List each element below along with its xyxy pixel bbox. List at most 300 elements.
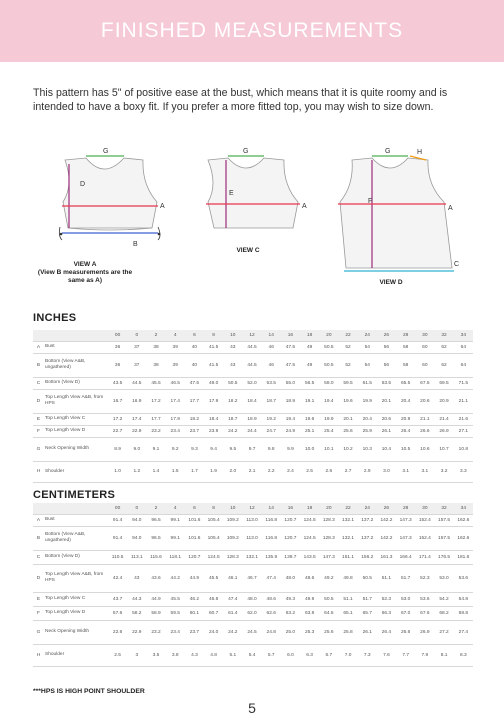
row-label: Neck Opening Width bbox=[44, 620, 108, 644]
table-cell: 4.8 bbox=[204, 644, 223, 666]
view-d-diagram bbox=[338, 156, 454, 271]
table-cell: 71.5 bbox=[454, 377, 473, 389]
table-cell: 62.0 bbox=[242, 606, 261, 620]
table-cell: 20.1 bbox=[338, 413, 357, 425]
size-header: 10 bbox=[223, 503, 242, 514]
label-b: B bbox=[133, 241, 138, 248]
table-cell: 19.6 bbox=[338, 389, 357, 413]
table-cell: 20.1 bbox=[377, 389, 396, 413]
table-cell: 61.4 bbox=[223, 606, 242, 620]
table-row bbox=[33, 620, 473, 644]
table-cell: 65.5 bbox=[396, 377, 415, 389]
row-key: G bbox=[33, 437, 44, 461]
table-cell: 166.4 bbox=[396, 550, 415, 564]
table-cell: 22.7 bbox=[108, 425, 127, 437]
table-cell: 44.3 bbox=[127, 592, 146, 606]
table-cell: 7.9 bbox=[415, 644, 434, 666]
view-c-caption: VIEW C bbox=[236, 247, 260, 254]
table-cell: 43 bbox=[223, 353, 242, 377]
table-cell: 53.6 bbox=[415, 592, 434, 606]
row-label: Shoulder bbox=[44, 461, 108, 482]
table-cell: 52.3 bbox=[415, 564, 434, 592]
table-cell: 9.4 bbox=[204, 437, 223, 461]
table-cell: 18.7 bbox=[223, 413, 242, 425]
table-cell: 46.8 bbox=[204, 592, 223, 606]
table-cell: 54.2 bbox=[434, 592, 453, 606]
table-row bbox=[33, 341, 473, 353]
table-cell: 109.2 bbox=[223, 514, 242, 526]
table-cell: 139.7 bbox=[281, 550, 300, 564]
table-cell: 16.9 bbox=[127, 389, 146, 413]
table-cell: 105.4 bbox=[204, 526, 223, 550]
table-cell: 10.3 bbox=[358, 437, 377, 461]
table-cell: 3.8 bbox=[166, 644, 185, 666]
table-cell: 22.6 bbox=[108, 620, 127, 644]
table-cell: 44.5 bbox=[242, 341, 261, 353]
table-cell: 7.7 bbox=[396, 644, 415, 666]
table-row bbox=[33, 389, 473, 413]
size-header: 30 bbox=[415, 330, 434, 341]
table-cell: 10.4 bbox=[377, 437, 396, 461]
table-cell: 137.2 bbox=[358, 526, 377, 550]
row-label: Top Length View A&B, from HPS bbox=[44, 564, 108, 592]
table-cell: 49.2 bbox=[319, 564, 338, 592]
label-a: A bbox=[160, 203, 165, 210]
size-header: 26 bbox=[377, 330, 396, 341]
table-cell: 67.0 bbox=[396, 606, 415, 620]
size-header: 20 bbox=[319, 330, 338, 341]
size-header: 10 bbox=[223, 330, 242, 341]
row-label: Bottom (View A&B, ungathered) bbox=[44, 353, 108, 377]
table-cell: 162.6 bbox=[454, 526, 473, 550]
table-cell: 25.6 bbox=[319, 620, 338, 644]
table-cell: 51.1 bbox=[338, 592, 357, 606]
table-cell: 22.9 bbox=[127, 620, 146, 644]
table-cell: 17.7 bbox=[185, 389, 204, 413]
table-cell: 17.2 bbox=[146, 389, 165, 413]
table-cell: 39 bbox=[166, 353, 185, 377]
table-cell: 24.2 bbox=[223, 425, 242, 437]
row-label: Bust bbox=[44, 341, 108, 353]
table-cell: 113.0 bbox=[242, 514, 261, 526]
table-cell: 47.5 bbox=[185, 377, 204, 389]
label-c: C bbox=[454, 261, 460, 268]
row-key: G bbox=[33, 620, 44, 644]
table-cell: 147.3 bbox=[396, 514, 415, 526]
size-header: 34 bbox=[454, 330, 473, 341]
table-cell: 59.5 bbox=[166, 606, 185, 620]
table-cell: 124.5 bbox=[300, 514, 319, 526]
title-banner bbox=[0, 0, 504, 62]
table-cell: 61.5 bbox=[358, 377, 377, 389]
table-cell: 68.2 bbox=[434, 606, 453, 620]
size-header: 2 bbox=[146, 330, 165, 341]
size-header: 16 bbox=[281, 503, 300, 514]
size-header: 8 bbox=[204, 503, 223, 514]
table-cell: 52 bbox=[338, 353, 357, 377]
table-cell: 52.0 bbox=[242, 377, 261, 389]
row-label: Top Length View D bbox=[44, 606, 108, 620]
table-cell: 91.4 bbox=[108, 514, 127, 526]
table-cell: 25.6 bbox=[338, 425, 357, 437]
size-header: 16 bbox=[281, 330, 300, 341]
table-cell: 3.3 bbox=[454, 461, 473, 482]
size-header: 12 bbox=[242, 503, 261, 514]
table-cell: 124.5 bbox=[300, 526, 319, 550]
table-cell: 23.2 bbox=[146, 620, 165, 644]
view-a-caption: VIEW A bbox=[73, 261, 97, 268]
table-cell: 43.6 bbox=[146, 564, 165, 592]
size-header: 14 bbox=[262, 330, 281, 341]
size-header-row bbox=[33, 503, 473, 514]
table-cell: 152.4 bbox=[415, 514, 434, 526]
table-cell: 63.5 bbox=[377, 377, 396, 389]
table-cell: 43 bbox=[127, 564, 146, 592]
table-row bbox=[33, 526, 473, 550]
table-cell: 40 bbox=[185, 341, 204, 353]
table-cell: 49 bbox=[300, 341, 319, 353]
table-cell: 132.1 bbox=[242, 550, 261, 564]
view-a-note-1: (View B measurements are the bbox=[37, 269, 133, 276]
row-label: Top Length View A&B, from HPS bbox=[44, 389, 108, 413]
table-cell: 10.2 bbox=[338, 437, 357, 461]
table-cell: 18.2 bbox=[223, 389, 242, 413]
table-row bbox=[33, 592, 473, 606]
table-cell: 5.4 bbox=[242, 644, 261, 666]
table-cell: 3 bbox=[127, 644, 146, 666]
table-cell: 23.7 bbox=[185, 425, 204, 437]
table-cell: 56.5 bbox=[300, 377, 319, 389]
row-key: F bbox=[33, 606, 44, 620]
table-cell: 26.1 bbox=[377, 425, 396, 437]
table-cell: 60 bbox=[415, 341, 434, 353]
table-cell: 18.4 bbox=[242, 389, 261, 413]
table-cell: 105.4 bbox=[204, 514, 223, 526]
table-cell: 22.9 bbox=[127, 425, 146, 437]
table-cell: 1.2 bbox=[127, 461, 146, 482]
table-cell: 55.0 bbox=[281, 377, 300, 389]
table-cell: 26.6 bbox=[396, 620, 415, 644]
table-cell: 10.1 bbox=[319, 437, 338, 461]
table-cell: 23.9 bbox=[204, 425, 223, 437]
table-cell: 43.7 bbox=[108, 592, 127, 606]
table-cell: 45.5 bbox=[166, 592, 185, 606]
size-header: 18 bbox=[300, 503, 319, 514]
table-cell: 52 bbox=[338, 341, 357, 353]
table-cell: 10.0 bbox=[300, 437, 319, 461]
intro-paragraph: This pattern has 5" of positive ease at the bust, which means that it is quite roomy and is intended to have a boxy fit. If you prefer a more fitted top, you may wish to size down. bbox=[33, 87, 448, 113]
table-cell: 53.0 bbox=[396, 592, 415, 606]
row-key: F bbox=[33, 425, 44, 437]
table-cell: 65.7 bbox=[358, 606, 377, 620]
table-cell: 49 bbox=[300, 353, 319, 377]
table-cell: 27.2 bbox=[434, 620, 453, 644]
table-cell: 51.7 bbox=[358, 592, 377, 606]
table-row bbox=[33, 564, 473, 592]
table-row bbox=[33, 514, 473, 526]
row-key: H bbox=[33, 644, 44, 666]
table-cell: 18.2 bbox=[185, 413, 204, 425]
table-cell: 4.3 bbox=[185, 644, 204, 666]
table-cell: 24.2 bbox=[223, 620, 242, 644]
table-cell: 9.0 bbox=[127, 437, 146, 461]
table-cell: 45.5 bbox=[146, 377, 165, 389]
centimeters-heading: CENTIMETERS bbox=[33, 489, 116, 501]
label-f: F bbox=[368, 198, 373, 205]
table-cell: 128.3 bbox=[319, 514, 338, 526]
table-cell: 50.5 bbox=[223, 377, 242, 389]
table-cell: 54 bbox=[358, 353, 377, 377]
table-cell: 9.2 bbox=[166, 437, 185, 461]
size-header: 12 bbox=[242, 330, 261, 341]
garment-diagrams bbox=[0, 140, 504, 290]
size-header: 28 bbox=[396, 330, 415, 341]
size-header: 32 bbox=[434, 503, 453, 514]
table-cell: 120.7 bbox=[281, 514, 300, 526]
size-header: 2 bbox=[146, 503, 165, 514]
row-key: E bbox=[33, 592, 44, 606]
table-row bbox=[33, 644, 473, 666]
table-cell: 162.6 bbox=[454, 514, 473, 526]
table-cell: 132.1 bbox=[338, 526, 357, 550]
size-header: 22 bbox=[338, 330, 357, 341]
table-cell: 47.4 bbox=[262, 564, 281, 592]
table-cell: 24.5 bbox=[242, 620, 261, 644]
table-cell: 67.6 bbox=[415, 606, 434, 620]
table-cell: 24.7 bbox=[262, 425, 281, 437]
table-cell: 20.6 bbox=[377, 413, 396, 425]
table-cell: 63.2 bbox=[281, 606, 300, 620]
table-cell: 46.7 bbox=[242, 564, 261, 592]
table-cell: 17.4 bbox=[166, 389, 185, 413]
table-cell: 58.0 bbox=[319, 377, 338, 389]
table-cell: 52.3 bbox=[377, 592, 396, 606]
table-cell: 143.5 bbox=[300, 550, 319, 564]
row-label: Neck Opening Width bbox=[44, 437, 108, 461]
table-cell: 19.9 bbox=[358, 389, 377, 413]
table-cell: 19.4 bbox=[319, 389, 338, 413]
table-cell: 2.5 bbox=[108, 644, 127, 666]
row-key: B bbox=[33, 526, 44, 550]
table-cell: 59.5 bbox=[338, 377, 357, 389]
table-cell: 47.5 bbox=[281, 353, 300, 377]
size-header: 0 bbox=[127, 330, 146, 341]
table-cell: 23.4 bbox=[166, 620, 185, 644]
table-cell: 46.1 bbox=[223, 564, 242, 592]
table-cell: 23.4 bbox=[166, 425, 185, 437]
centimeters-table bbox=[33, 503, 473, 667]
size-header: 24 bbox=[358, 503, 377, 514]
view-d-caption: VIEW D bbox=[379, 279, 403, 286]
table-cell: 39 bbox=[166, 341, 185, 353]
table-cell: 53.5 bbox=[262, 377, 281, 389]
table-cell: 44.5 bbox=[242, 353, 261, 377]
table-cell: 44.5 bbox=[127, 377, 146, 389]
table-cell: 19.2 bbox=[262, 413, 281, 425]
table-cell: 18.9 bbox=[281, 389, 300, 413]
table-cell: 53.6 bbox=[454, 564, 473, 592]
row-key: A bbox=[33, 341, 44, 353]
table-cell: 50.5 bbox=[319, 353, 338, 377]
table-cell: 56 bbox=[377, 353, 396, 377]
table-cell: 63.8 bbox=[300, 606, 319, 620]
table-cell: 23.7 bbox=[185, 620, 204, 644]
size-header-row bbox=[33, 330, 473, 341]
size-header: 32 bbox=[434, 330, 453, 341]
table-cell: 91.4 bbox=[108, 526, 127, 550]
table-cell: 152.4 bbox=[415, 526, 434, 550]
table-cell: 7.3 bbox=[358, 644, 377, 666]
table-cell: 17.7 bbox=[146, 413, 165, 425]
table-cell: 58.9 bbox=[146, 606, 165, 620]
table-cell: 113.1 bbox=[127, 550, 146, 564]
table-cell: 142.2 bbox=[377, 514, 396, 526]
table-cell: 9.3 bbox=[185, 437, 204, 461]
table-cell: 38 bbox=[146, 341, 165, 353]
row-key: H bbox=[33, 461, 44, 482]
inches-table bbox=[33, 330, 473, 483]
table-cell: 116.8 bbox=[262, 514, 281, 526]
table-cell: 110.5 bbox=[108, 550, 127, 564]
table-cell: 181.6 bbox=[454, 550, 473, 564]
inches-heading: INCHES bbox=[33, 312, 77, 324]
table-cell: 6.3 bbox=[300, 644, 319, 666]
table-cell: 19.4 bbox=[281, 413, 300, 425]
table-cell: 25.9 bbox=[358, 425, 377, 437]
size-header: 00 bbox=[108, 503, 127, 514]
view-a-note-2: same as A) bbox=[67, 277, 103, 284]
size-header: 22 bbox=[338, 503, 357, 514]
table-cell: 48.0 bbox=[281, 564, 300, 592]
row-label: Bottom (View D) bbox=[44, 377, 108, 389]
table-cell: 96.5 bbox=[146, 514, 165, 526]
table-cell: 65.1 bbox=[338, 606, 357, 620]
table-cell: 60 bbox=[415, 353, 434, 377]
table-cell: 157.5 bbox=[434, 526, 453, 550]
table-cell: 27.1 bbox=[454, 425, 473, 437]
table-cell: 147.3 bbox=[396, 526, 415, 550]
table-cell: 38 bbox=[146, 353, 165, 377]
label-g: G bbox=[243, 148, 249, 155]
table-cell: 3.5 bbox=[146, 644, 165, 666]
table-cell: 2.2 bbox=[262, 461, 281, 482]
table-cell: 62.6 bbox=[262, 606, 281, 620]
table-cell: 26.4 bbox=[396, 425, 415, 437]
table-cell: 5.1 bbox=[223, 644, 242, 666]
table-cell: 56 bbox=[377, 341, 396, 353]
table-cell: 7.6 bbox=[377, 644, 396, 666]
size-header: 0 bbox=[127, 503, 146, 514]
footnote: ***HPS IS HIGH POINT SHOULDER bbox=[33, 688, 145, 695]
table-cell: 176.5 bbox=[434, 550, 453, 564]
size-header: 6 bbox=[185, 503, 204, 514]
size-header: 28 bbox=[396, 503, 415, 514]
label-e: E bbox=[229, 190, 234, 197]
table-cell: 50.5 bbox=[319, 341, 338, 353]
table-cell: 20.6 bbox=[415, 389, 434, 413]
table-cell: 19.6 bbox=[300, 413, 319, 425]
table-cell: 53.0 bbox=[434, 564, 453, 592]
table-cell: 46 bbox=[262, 341, 281, 353]
table-cell: 2.5 bbox=[300, 461, 319, 482]
size-header: 26 bbox=[377, 503, 396, 514]
table-cell: 25.3 bbox=[300, 620, 319, 644]
table-cell: 2.7 bbox=[338, 461, 357, 482]
table-cell: 101.6 bbox=[185, 526, 204, 550]
table-cell: 25.1 bbox=[300, 425, 319, 437]
table-cell: 21.1 bbox=[415, 413, 434, 425]
table-cell: 115.6 bbox=[146, 550, 165, 564]
size-header: 18 bbox=[300, 330, 319, 341]
table-cell: 20.9 bbox=[434, 389, 453, 413]
size-header: 4 bbox=[166, 503, 185, 514]
table-cell: 19.1 bbox=[300, 389, 319, 413]
row-key: D bbox=[33, 389, 44, 413]
table-cell: 9.9 bbox=[281, 437, 300, 461]
table-cell: 128.3 bbox=[223, 550, 242, 564]
table-cell: 2.1 bbox=[242, 461, 261, 482]
row-label: Top Length View C bbox=[44, 592, 108, 606]
table-cell: 137.2 bbox=[358, 514, 377, 526]
row-key: C bbox=[33, 550, 44, 564]
table-cell: 120.7 bbox=[185, 550, 204, 564]
table-cell: 94.0 bbox=[127, 514, 146, 526]
table-cell: 2.0 bbox=[223, 461, 242, 482]
table-cell: 18.7 bbox=[262, 389, 281, 413]
row-key: A bbox=[33, 514, 44, 526]
table-cell: 27.4 bbox=[454, 620, 473, 644]
table-cell: 60.1 bbox=[185, 606, 204, 620]
table-cell: 9.8 bbox=[262, 437, 281, 461]
size-header: 8 bbox=[204, 330, 223, 341]
table-cell: 9.5 bbox=[223, 437, 242, 461]
row-key: D bbox=[33, 564, 44, 592]
table-cell: 151.1 bbox=[338, 550, 357, 564]
table-cell: 54.8 bbox=[454, 592, 473, 606]
table-cell: 23.2 bbox=[146, 425, 165, 437]
size-header: 30 bbox=[415, 503, 434, 514]
table-cell: 25.8 bbox=[338, 620, 357, 644]
table-cell: 156.2 bbox=[358, 550, 377, 564]
page-number: 5 bbox=[248, 700, 256, 716]
table-cell: 1.5 bbox=[166, 461, 185, 482]
table-cell: 62 bbox=[434, 341, 453, 353]
size-header: 14 bbox=[262, 503, 281, 514]
table-cell: 2.4 bbox=[281, 461, 300, 482]
size-header: 24 bbox=[358, 330, 377, 341]
label-g: G bbox=[385, 148, 391, 155]
table-cell: 43 bbox=[223, 341, 242, 353]
header-spacer bbox=[44, 330, 108, 341]
table-cell: 25.0 bbox=[281, 620, 300, 644]
table-cell: 20.4 bbox=[358, 413, 377, 425]
table-cell: 9.1 bbox=[146, 437, 165, 461]
table-cell: 26.4 bbox=[377, 620, 396, 644]
table-row bbox=[33, 377, 473, 389]
table-cell: 17.9 bbox=[166, 413, 185, 425]
table-cell: 118.1 bbox=[166, 550, 185, 564]
table-cell: 94.0 bbox=[127, 526, 146, 550]
table-cell: 43.5 bbox=[108, 377, 127, 389]
table-cell: 48.6 bbox=[262, 592, 281, 606]
table-cell: 51.7 bbox=[396, 564, 415, 592]
table-cell: 49.3 bbox=[281, 592, 300, 606]
table-cell: 57.6 bbox=[108, 606, 127, 620]
size-header: 34 bbox=[454, 503, 473, 514]
row-key: C bbox=[33, 377, 44, 389]
table-cell: 3.0 bbox=[377, 461, 396, 482]
table-cell: 50.5 bbox=[319, 592, 338, 606]
